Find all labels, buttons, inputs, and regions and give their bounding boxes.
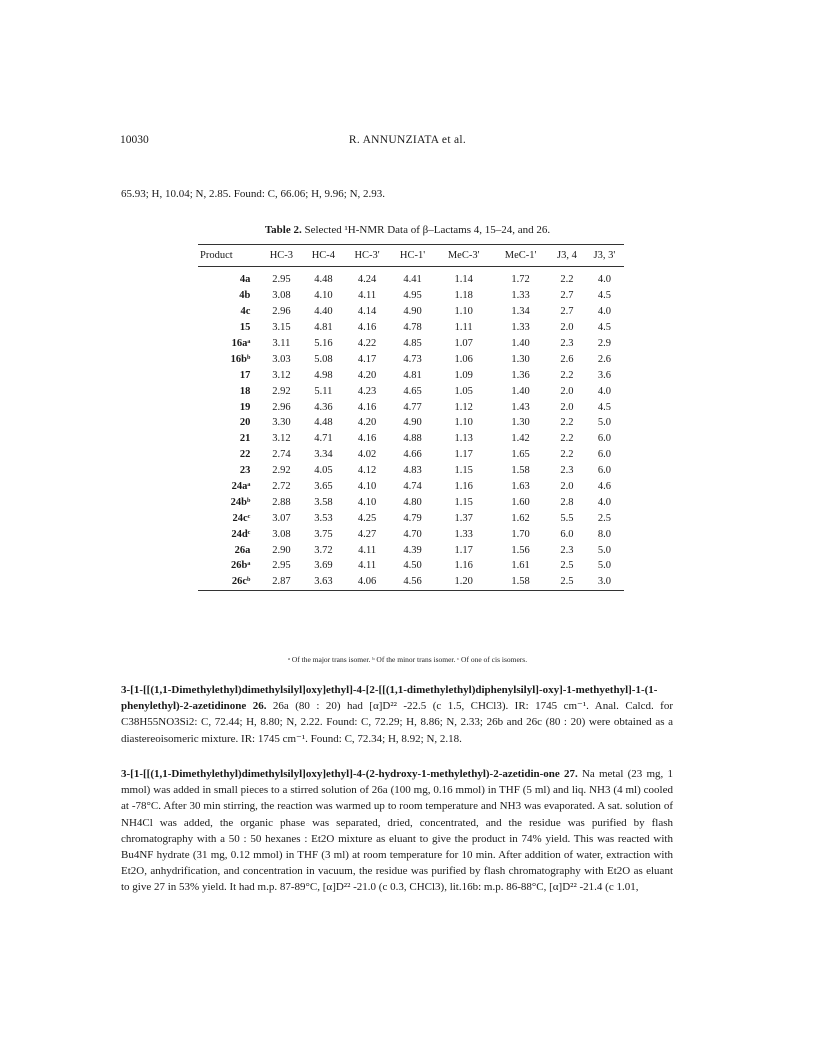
table-row (198, 367, 624, 383)
value-cell: 3.03 (272, 353, 291, 365)
product-cell: 16aᵃ (231, 338, 251, 349)
value-cell: 3.63 (314, 576, 333, 588)
value-cell: 4.56 (403, 576, 422, 588)
compound-body-27: Na metal (23 mg, 1 mmol) was added in small pieces to a stirred solution of 26a (100 mg, 0.16 mmol) in THF (5 ml) and liq. NH3 (4 ml) cooled at -78°C. After 30 min stirring, the reaction was warmed up to room temperature and NH3 was evaporated. A sat. solution of NH4Cl was added, the organic phase was separated, dried, concentrated, and the residue was purified by flash chromatography with a 50 : 50 hexanes : Et2O mixture as eluant to give the product in 74% yield. This was reacted with Bu4NF hydrate (31 mg, 0.12 mmol) in THF (3 ml) at room temperature for 10 min. After addition of water, extraction with Et2O, anhydrification, and concentration in vacuum, the residue was purified by flash chromatography with Et2O as eluant to give 27 in 53% yield. It had m.p. 87-89°C, [α]D²² -21.0 (c 0.3, CHCl3), lit.16b: m.p. 86-88°C, [α]D²² -21.4 (c 1.01, (121, 768, 673, 894)
value-cell: 4.23 (357, 385, 377, 397)
value-cell: 1.12 (454, 401, 473, 413)
value-cell: 2.72 (272, 481, 291, 493)
column-header: MeC-3' (447, 250, 480, 261)
product-cell: 24bᵇ (230, 496, 251, 508)
value-cell: 5.5 (560, 512, 574, 524)
value-cell: 2.74 (272, 449, 291, 461)
value-cell: 4.20 (357, 417, 377, 429)
value-cell: 1.37 (454, 512, 473, 524)
product-cell: 21 (239, 433, 251, 445)
value-cell: 5.16 (314, 338, 333, 349)
table-row (198, 447, 624, 463)
value-cell: 4.17 (357, 353, 377, 365)
column-header: HC-1' (399, 250, 426, 261)
value-cell: 4.27 (357, 528, 377, 540)
continuation-line: 65.93; H, 10.04; N, 2.85. Found: C, 66.06; H, 9.96; N, 2.93. (121, 188, 386, 200)
value-cell: 1.60 (511, 496, 530, 508)
value-cell: 4.16 (357, 433, 377, 445)
value-cell: 2.2 (560, 369, 574, 381)
value-cell: 1.16 (454, 481, 473, 493)
value-cell: 1.33 (454, 528, 473, 540)
value-cell: 3.08 (272, 528, 291, 540)
value-cell: 4.83 (403, 465, 422, 477)
value-cell: 4.05 (314, 465, 333, 477)
value-cell: 2.0 (560, 322, 574, 334)
value-cell: 4.6 (597, 481, 611, 493)
value-cell: 2.2 (560, 449, 574, 461)
product-cell: 24dᶜ (231, 528, 251, 540)
value-cell: 4.22 (357, 338, 377, 349)
table-row (198, 399, 624, 415)
value-cell: 4.71 (314, 433, 333, 445)
value-cell: 1.42 (511, 433, 530, 445)
value-cell: 4.20 (357, 369, 377, 381)
value-cell: 3.08 (272, 290, 291, 302)
value-cell: 2.6 (560, 353, 574, 365)
value-cell: 1.58 (511, 576, 530, 588)
table-row (198, 510, 624, 526)
value-cell: 4.5 (597, 322, 611, 334)
value-cell: 5.11 (314, 385, 333, 397)
value-cell: 1.16 (454, 560, 473, 572)
value-cell: 4.40 (314, 306, 333, 318)
value-cell: 4.81 (403, 369, 422, 381)
value-cell: 4.65 (403, 385, 422, 397)
value-cell: 1.15 (454, 496, 473, 508)
value-cell: 2.95 (272, 560, 291, 572)
product-cell: 16bᵇ (230, 353, 251, 365)
table-row (198, 558, 624, 574)
value-cell: 2.90 (272, 544, 291, 556)
value-cell: 2.5 (560, 560, 574, 572)
value-cell: 2.5 (560, 576, 574, 588)
value-cell: 2.0 (560, 481, 574, 493)
table-header-row (198, 245, 624, 267)
value-cell: 2.7 (560, 306, 574, 318)
value-cell: 1.58 (511, 465, 530, 477)
value-cell: 4.50 (403, 560, 422, 572)
table-row (198, 574, 624, 590)
value-cell: 4.10 (357, 496, 377, 508)
product-cell: 18 (239, 385, 251, 397)
value-cell: 1.62 (511, 512, 530, 524)
value-cell: 3.72 (314, 544, 333, 556)
value-cell: 4.80 (403, 496, 422, 508)
value-cell: 2.3 (560, 465, 574, 477)
value-cell: 6.0 (597, 433, 611, 445)
value-cell: 4.5 (597, 290, 611, 302)
value-cell: 4.39 (403, 544, 422, 556)
product-cell: 17 (239, 369, 251, 381)
value-cell: 4.77 (403, 401, 422, 413)
product-cell: 23 (239, 465, 251, 477)
value-cell: 8.0 (597, 528, 611, 540)
value-cell: 2.0 (560, 401, 574, 413)
value-cell: 2.87 (272, 576, 291, 588)
product-cell: 4c (240, 306, 251, 318)
value-cell: 4.0 (597, 274, 611, 286)
table-caption-text: Selected ¹H-NMR Data of β–Lactams 4, 15–24, and 26. (304, 224, 551, 236)
table-row (198, 320, 624, 336)
value-cell: 5.0 (597, 560, 611, 572)
value-cell: 1.20 (454, 576, 473, 588)
value-cell: 1.65 (511, 449, 530, 461)
value-cell: 1.43 (511, 401, 530, 413)
product-cell: 24cᶜ (232, 512, 251, 524)
value-cell: 4.70 (403, 528, 422, 540)
value-cell: 4.85 (403, 338, 422, 349)
value-cell: 1.18 (454, 290, 473, 302)
value-cell: 1.33 (511, 290, 530, 302)
nmr-table (198, 244, 624, 591)
value-cell: 4.98 (314, 369, 333, 381)
product-cell: 15 (239, 322, 251, 334)
value-cell: 3.0 (597, 576, 611, 588)
table-row (198, 526, 624, 542)
page-number: 10030 (120, 134, 149, 146)
value-cell: 1.40 (511, 385, 530, 397)
table-footnote: ᵃ Of the major trans isomer. ᵇ Of the minor trans isomer. ᶜ Of one of cis isomers. (287, 655, 528, 664)
value-cell: 3.15 (272, 322, 291, 334)
value-cell: 6.0 (560, 528, 574, 540)
table-row (198, 463, 624, 479)
value-cell: 4.36 (314, 401, 333, 413)
value-cell: 1.33 (511, 322, 530, 334)
value-cell: 1.13 (454, 433, 473, 445)
value-cell: 3.12 (272, 433, 291, 445)
value-cell: 2.5 (597, 512, 611, 524)
value-cell: 3.11 (272, 338, 291, 349)
value-cell: 1.10 (454, 417, 473, 429)
table-row (198, 336, 624, 352)
value-cell: 4.25 (357, 512, 377, 524)
column-header: Product (200, 250, 233, 261)
product-cell: 19 (239, 401, 251, 413)
value-cell: 1.40 (511, 338, 530, 349)
value-cell: 1.14 (454, 274, 473, 286)
value-cell: 2.9 (597, 338, 611, 349)
product-cell: 26bᵃ (230, 560, 251, 572)
value-cell: 4.12 (357, 465, 377, 477)
value-cell: 4.11 (358, 544, 377, 556)
value-cell: 4.06 (357, 576, 377, 588)
product-cell: 26cᵇ (231, 576, 251, 588)
value-cell: 1.30 (511, 417, 530, 429)
value-cell: 2.8 (560, 496, 574, 508)
value-cell: 4.79 (403, 512, 422, 524)
value-cell: 4.16 (357, 401, 377, 413)
value-cell: 3.34 (314, 449, 333, 461)
product-cell: 24aᵃ (231, 481, 251, 493)
value-cell: 1.34 (511, 306, 530, 318)
experimental-paragraph-26 (121, 682, 673, 747)
value-cell: 4.5 (597, 401, 611, 413)
value-cell: 3.07 (272, 512, 291, 524)
table-row (198, 304, 624, 320)
value-cell: 2.6 (597, 353, 611, 365)
column-header: HC-3' (354, 250, 380, 261)
experimental-paragraph-27 (121, 766, 673, 896)
value-cell: 2.92 (272, 465, 291, 477)
value-cell: 1.11 (454, 322, 473, 334)
value-cell: 4.95 (403, 290, 422, 302)
value-cell: 4.81 (314, 322, 333, 334)
table-row (198, 415, 624, 431)
table-row (198, 542, 624, 558)
value-cell: 3.69 (314, 560, 333, 572)
product-cell: 4b (239, 290, 251, 302)
value-cell: 2.95 (272, 274, 291, 286)
value-cell: 1.56 (511, 544, 530, 556)
value-cell: 5.0 (597, 417, 611, 429)
running-head: R. ANNUNZIATA et al. (348, 134, 467, 146)
compound-body-26: 26a (80 : 20) had [α]D²² -22.5 (c 1.5, CHCl3). IR: 1745 cm⁻¹. Anal. Calcd. for C38H55NO3Si2: C, 72.44; H, 8.80; N, 2.22. Found: C, 72.29; H, 8.86; N, 2.33; 26b and 26c (80 : 20) were obtained as a diastereoisomeric mixture. IR: 1745 cm⁻¹. Found: C, 72.34; H, 8.92; N, 2.18. (121, 700, 673, 745)
value-cell: 3.30 (272, 417, 291, 429)
product-cell: 20 (239, 417, 251, 429)
column-header: J3, 4 (557, 250, 577, 261)
value-cell: 1.17 (454, 544, 473, 556)
table-row (198, 351, 624, 367)
column-header: J3, 3' (593, 250, 616, 261)
value-cell: 3.6 (597, 369, 611, 381)
value-cell: 2.2 (560, 433, 574, 445)
value-cell: 4.41 (403, 274, 422, 286)
value-cell: 4.11 (358, 290, 377, 302)
value-cell: 2.7 (560, 290, 574, 302)
value-cell: 2.96 (272, 306, 291, 318)
value-cell: 6.0 (597, 449, 611, 461)
value-cell: 2.0 (560, 385, 574, 397)
column-header: HC-3 (269, 250, 294, 261)
value-cell: 3.75 (314, 528, 333, 540)
value-cell: 4.24 (357, 274, 377, 286)
value-cell: 4.0 (597, 496, 611, 508)
value-cell: 4.48 (314, 274, 333, 286)
value-cell: 1.17 (454, 449, 473, 461)
value-cell: 4.14 (357, 306, 377, 318)
value-cell: 1.07 (454, 338, 473, 349)
value-cell: 4.11 (358, 560, 377, 572)
table-body (198, 267, 624, 591)
value-cell: 4.0 (597, 385, 611, 397)
value-cell: 1.10 (454, 306, 473, 318)
value-cell: 1.70 (511, 528, 530, 540)
value-cell: 1.05 (454, 385, 473, 397)
value-cell: 4.88 (403, 433, 422, 445)
value-cell: 4.16 (357, 322, 377, 334)
value-cell: 1.09 (454, 369, 473, 381)
value-cell: 3.12 (272, 369, 291, 381)
value-cell: 3.53 (314, 512, 333, 524)
value-cell: 4.10 (357, 481, 377, 493)
value-cell: 4.10 (314, 290, 333, 302)
product-cell: 26a (234, 544, 251, 556)
product-cell: 4a (239, 274, 251, 286)
table-row (198, 288, 624, 304)
value-cell: 2.2 (560, 417, 574, 429)
table-row (198, 431, 624, 447)
compound-title-26: 3-[1-[[(1,1-Dimethylethyl)dimethylsilyl]oxy]ethyl]-4-[2-[[(1,1-dimethylethyl)diphenylsilyl]-oxy]-1-methyethyl]-1-(1-phenylethyl)-2-azetidinone 26. (121, 684, 658, 713)
table-caption (0, 224, 815, 236)
compound-title-27: 3-[1-[[(1,1-Dimethylethyl)dimethylsilyl]oxy]ethyl]-4-(2-hydroxy-1-methylethyl)-2-azetidin-one 27. (121, 768, 578, 780)
value-cell: 3.65 (314, 481, 333, 493)
value-cell: 1.15 (454, 465, 473, 477)
product-cell: 22 (239, 449, 251, 461)
value-cell: 1.72 (511, 274, 530, 286)
column-header: MeC-1' (504, 250, 537, 261)
value-cell: 4.90 (403, 417, 422, 429)
value-cell: 1.63 (511, 481, 530, 493)
value-cell: 2.3 (560, 544, 574, 556)
value-cell: 6.0 (597, 465, 611, 477)
value-cell: 2.92 (272, 385, 291, 397)
value-cell: 2.2 (560, 274, 574, 286)
value-cell: 4.78 (403, 322, 422, 334)
table-row (198, 494, 624, 510)
value-cell: 1.06 (454, 353, 473, 365)
value-cell: 4.74 (403, 481, 422, 493)
value-cell: 1.36 (511, 369, 530, 381)
table-row (198, 479, 624, 495)
value-cell: 2.3 (560, 338, 574, 349)
value-cell: 4.66 (403, 449, 422, 461)
column-header: HC-4 (311, 250, 336, 261)
value-cell: 4.48 (314, 417, 333, 429)
value-cell: 4.02 (357, 449, 377, 461)
value-cell: 5.08 (314, 353, 333, 365)
value-cell: 4.90 (403, 306, 422, 318)
value-cell: 1.61 (511, 560, 530, 572)
value-cell: 1.30 (511, 353, 530, 365)
value-cell: 2.96 (272, 401, 291, 413)
table-caption-label: Table 2. (264, 224, 302, 236)
value-cell: 4.0 (597, 306, 611, 318)
table-row (198, 267, 624, 288)
value-cell: 3.58 (314, 496, 333, 508)
value-cell: 5.0 (597, 544, 611, 556)
table-row (198, 383, 624, 399)
value-cell: 2.88 (272, 496, 291, 508)
value-cell: 4.73 (403, 353, 422, 365)
